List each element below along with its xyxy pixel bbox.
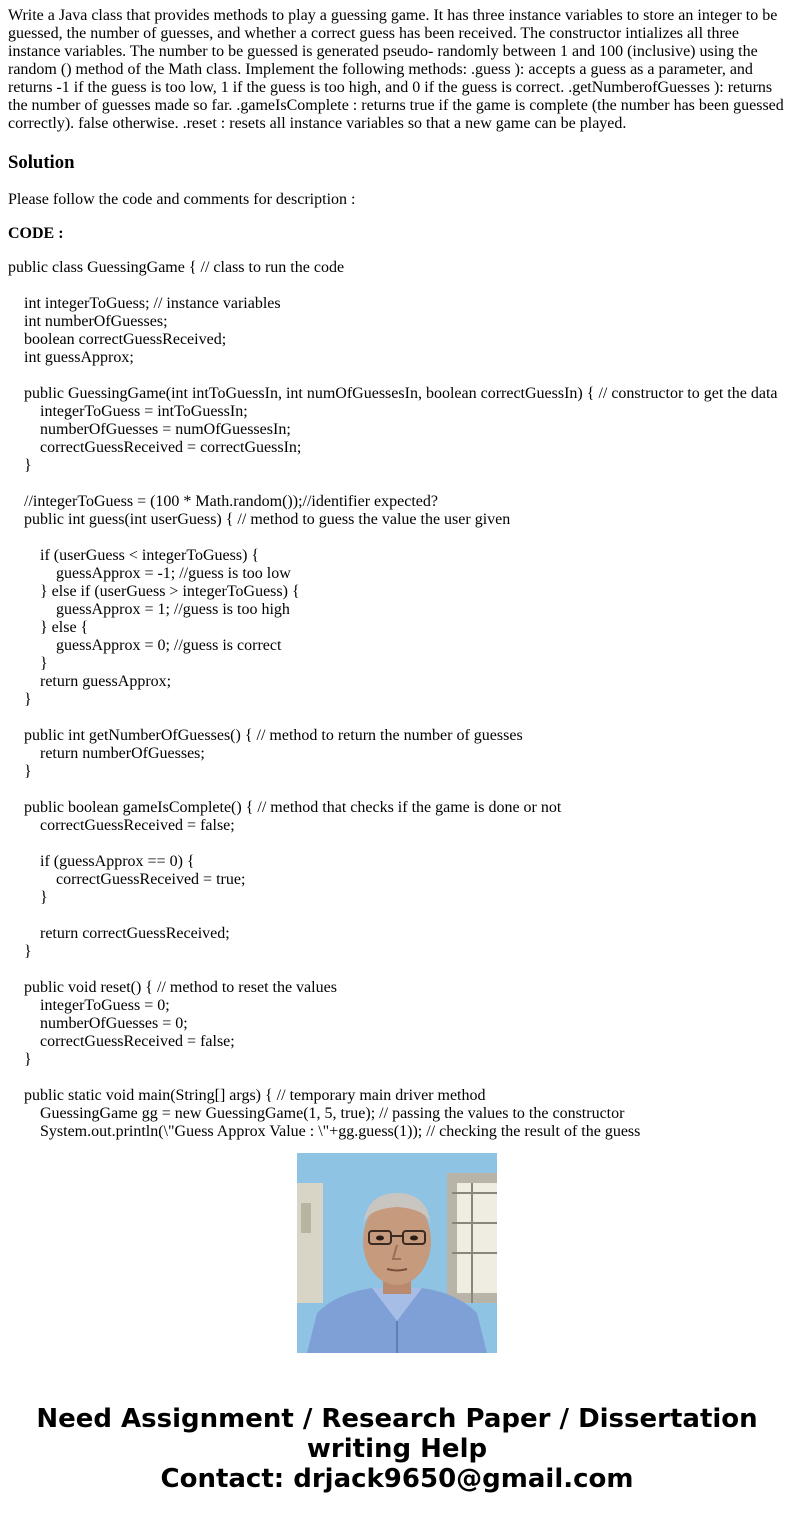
solution-heading: Solution: [8, 152, 75, 173]
code-line: correctGuessReceived = true;: [8, 871, 246, 888]
intro-text: Please follow the code and comments for description :: [8, 191, 356, 208]
code-line: //integerToGuess = (100 * Math.random());//identifier expected?: [8, 493, 438, 510]
code-line: integerToGuess = intToGuessIn;: [8, 403, 248, 420]
code-line: }: [8, 943, 32, 960]
code-block: [8, 259, 788, 1141]
code-line: public void reset() { // method to reset the values: [8, 979, 337, 996]
code-line: if (guessApprox == 0) {: [8, 853, 195, 870]
code-line: correctGuessReceived = correctGuessIn;: [8, 439, 302, 456]
code-line: [8, 475, 788, 493]
code-line: guessApprox = -1; //guess is too low: [8, 565, 291, 582]
code-line: [8, 367, 788, 385]
code-line: integerToGuess = 0;: [8, 997, 170, 1014]
code-line: correctGuessReceived = false;: [8, 1033, 235, 1050]
code-line: guessApprox = 0; //guess is correct: [8, 637, 282, 654]
code-line: public static void main(String[] args) { // temporary main driver method: [8, 1087, 486, 1104]
code-line: [8, 835, 788, 853]
code-line: [8, 961, 788, 979]
code-line: public boolean gameIsComplete() { // method that checks if the game is done or not: [8, 799, 562, 816]
code-line: public GuessingGame(int intToGuessIn, int numOfGuessesIn, boolean correctGuessIn) { // constructor to get the data: [8, 385, 778, 402]
code-line: [8, 781, 788, 799]
code-line: public int guess(int userGuess) { // method to guess the value the user given: [8, 511, 511, 528]
code-line: return correctGuessReceived;: [8, 925, 230, 942]
code-line: numberOfGuesses = 0;: [8, 1015, 188, 1032]
code-line: [8, 529, 788, 547]
question-text: Write a Java class that provides methods to play a guessing game. It has three instance variables to store an integer to be guessed, the number of guesses, and whether a correct guess has been received. The constructor intializes all three instance variables. The number to be guessed is generated pseudo- randomly between 1 and 100 (inclusive) using the random () method of the Math class. Implement the following methods: .guess ): accepts a guess as a parameter, and returns -1 if the guess is too low, 1 if the guess is too high, and 0 if the guess is correct. .getNumberofGuesses ): returns the number of guesses made so far. .gameIsComplete : returns true if the game is complete (the number has been guessed correctly). false otherwise. .reset : resets all instance variables so that a new game can be played.: [8, 7, 784, 132]
code-line: public int getNumberOfGuesses() { // method to return the number of guesses: [8, 727, 523, 744]
code-line: int guessApprox;: [8, 349, 134, 366]
advertisement-banner: [0, 1404, 794, 1494]
code-line: correctGuessReceived = false;: [8, 817, 235, 834]
code-line: numberOfGuesses = numOfGuessesIn;: [8, 421, 291, 438]
ad-line-1: Need Assignment / Research Paper / Dissertation: [36, 1404, 758, 1434]
code-line: [8, 277, 788, 295]
code-label: CODE :: [8, 225, 64, 242]
code-line: }: [8, 763, 32, 780]
code-line: return guessApprox;: [8, 673, 172, 690]
code-line: return numberOfGuesses;: [8, 745, 205, 762]
code-line: }: [8, 457, 32, 474]
code-line: int numberOfGuesses;: [8, 313, 168, 330]
code-line: public class GuessingGame { // class to run the code: [8, 259, 345, 276]
document-content: [8, 7, 788, 1140]
code-line: boolean correctGuessReceived;: [8, 331, 227, 348]
code-line: GuessingGame gg = new GuessingGame(1, 5, true); // passing the values to the constructor: [8, 1105, 625, 1122]
person-photo-icon: [297, 1153, 497, 1353]
code-line: guessApprox = 1; //guess is too high: [8, 601, 290, 618]
code-line: int integerToGuess; // instance variables: [8, 295, 281, 312]
code-line: [8, 1069, 788, 1087]
code-line: } else if (userGuess > integerToGuess) {: [8, 583, 300, 600]
code-line: [8, 907, 788, 925]
code-line: }: [8, 691, 32, 708]
code-line: System.out.println(\"Guess Approx Value : \"+gg.guess(1)); // checking the result of the guess: [8, 1123, 641, 1140]
avatar-photo: [297, 1153, 497, 1353]
code-line: }: [8, 1051, 32, 1068]
code-line: }: [8, 889, 48, 906]
ad-line-2: writing Help: [306, 1434, 488, 1464]
ad-contact: Contact: drjack9650@gmail.com: [160, 1464, 634, 1494]
code-line: if (userGuess < integerToGuess) {: [8, 547, 260, 564]
code-line: } else {: [8, 619, 89, 636]
code-line: [8, 709, 788, 727]
code-line: }: [8, 655, 48, 672]
